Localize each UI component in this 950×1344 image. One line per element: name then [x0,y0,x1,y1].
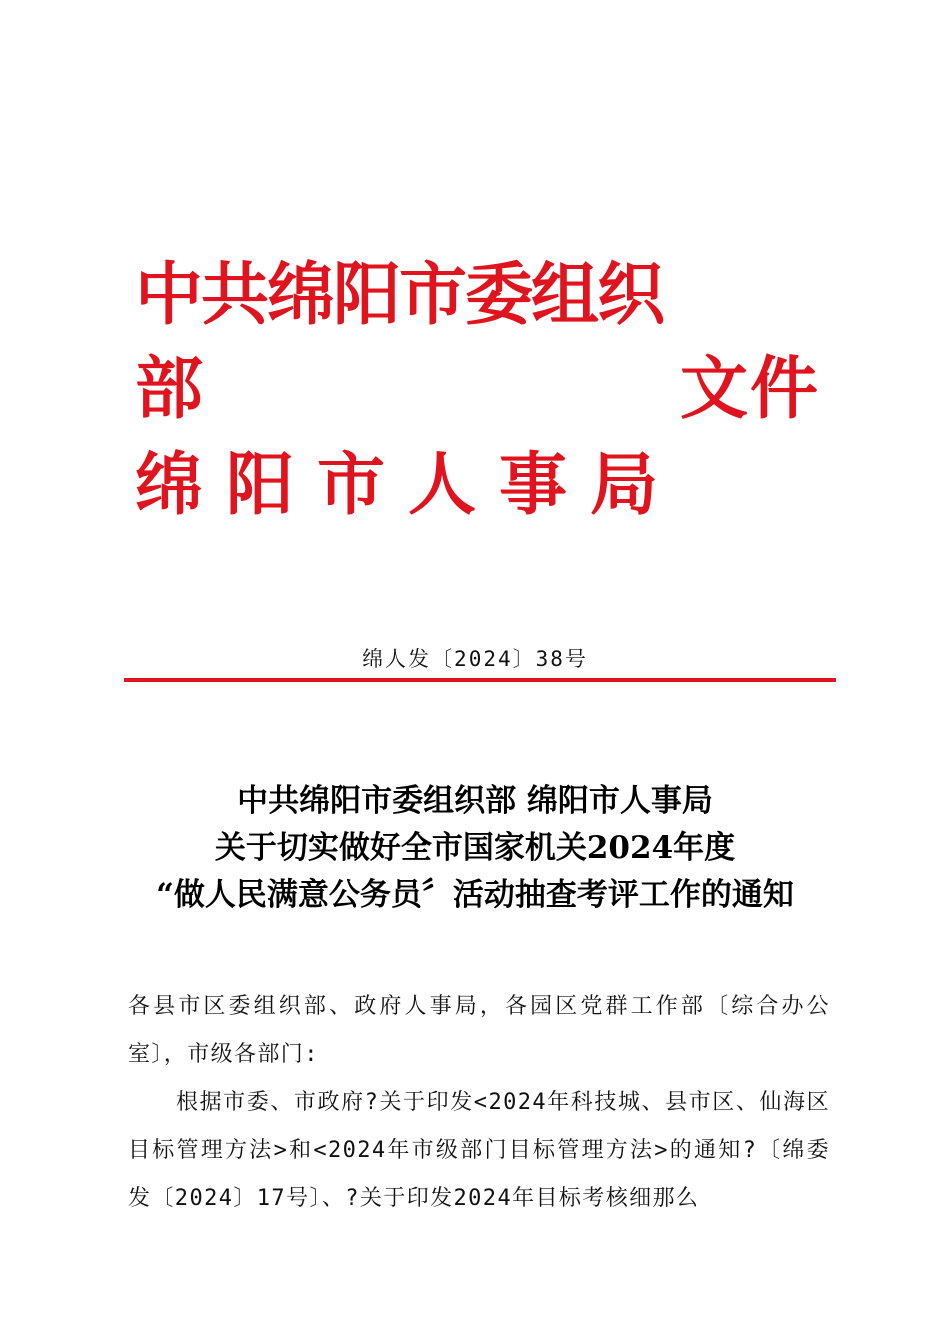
document-title [0,778,950,919]
document-number: 绵人发〔2024〕38号 [362,647,588,671]
masthead-line-1: 中共绵阳市委组织 [135,256,664,335]
red-separator-line [124,678,836,682]
masthead-line-3: 绵阳市人事局 [135,446,682,525]
document-body [128,983,830,1223]
masthead-document-label: 文件 [680,350,821,429]
salutation: 各县市区委组织部、政府人事局，各园区党群工作部〔综合办公室〕，市级各部门: [128,994,830,1067]
title-line-1: 中共绵阳市委组织部 绵阳市人事局 [237,783,713,819]
title-line-2: 关于切实做好全市国家机关2024年度 [214,830,736,866]
masthead-line-2-left: 部 [135,350,204,429]
body-paragraph-1: 根据市委、市政府?关于印发<2024年科技城、县市区、仙海区目标管理方法>和<2024年市级部门目标管理方法>的通知?〔绵委发〔2024〕17号〕、?关于印发2024年目标考核细那么 [128,1090,830,1211]
title-line-3: “做人民满意公务员〞活动抽查考评工作的通知 [156,877,794,913]
